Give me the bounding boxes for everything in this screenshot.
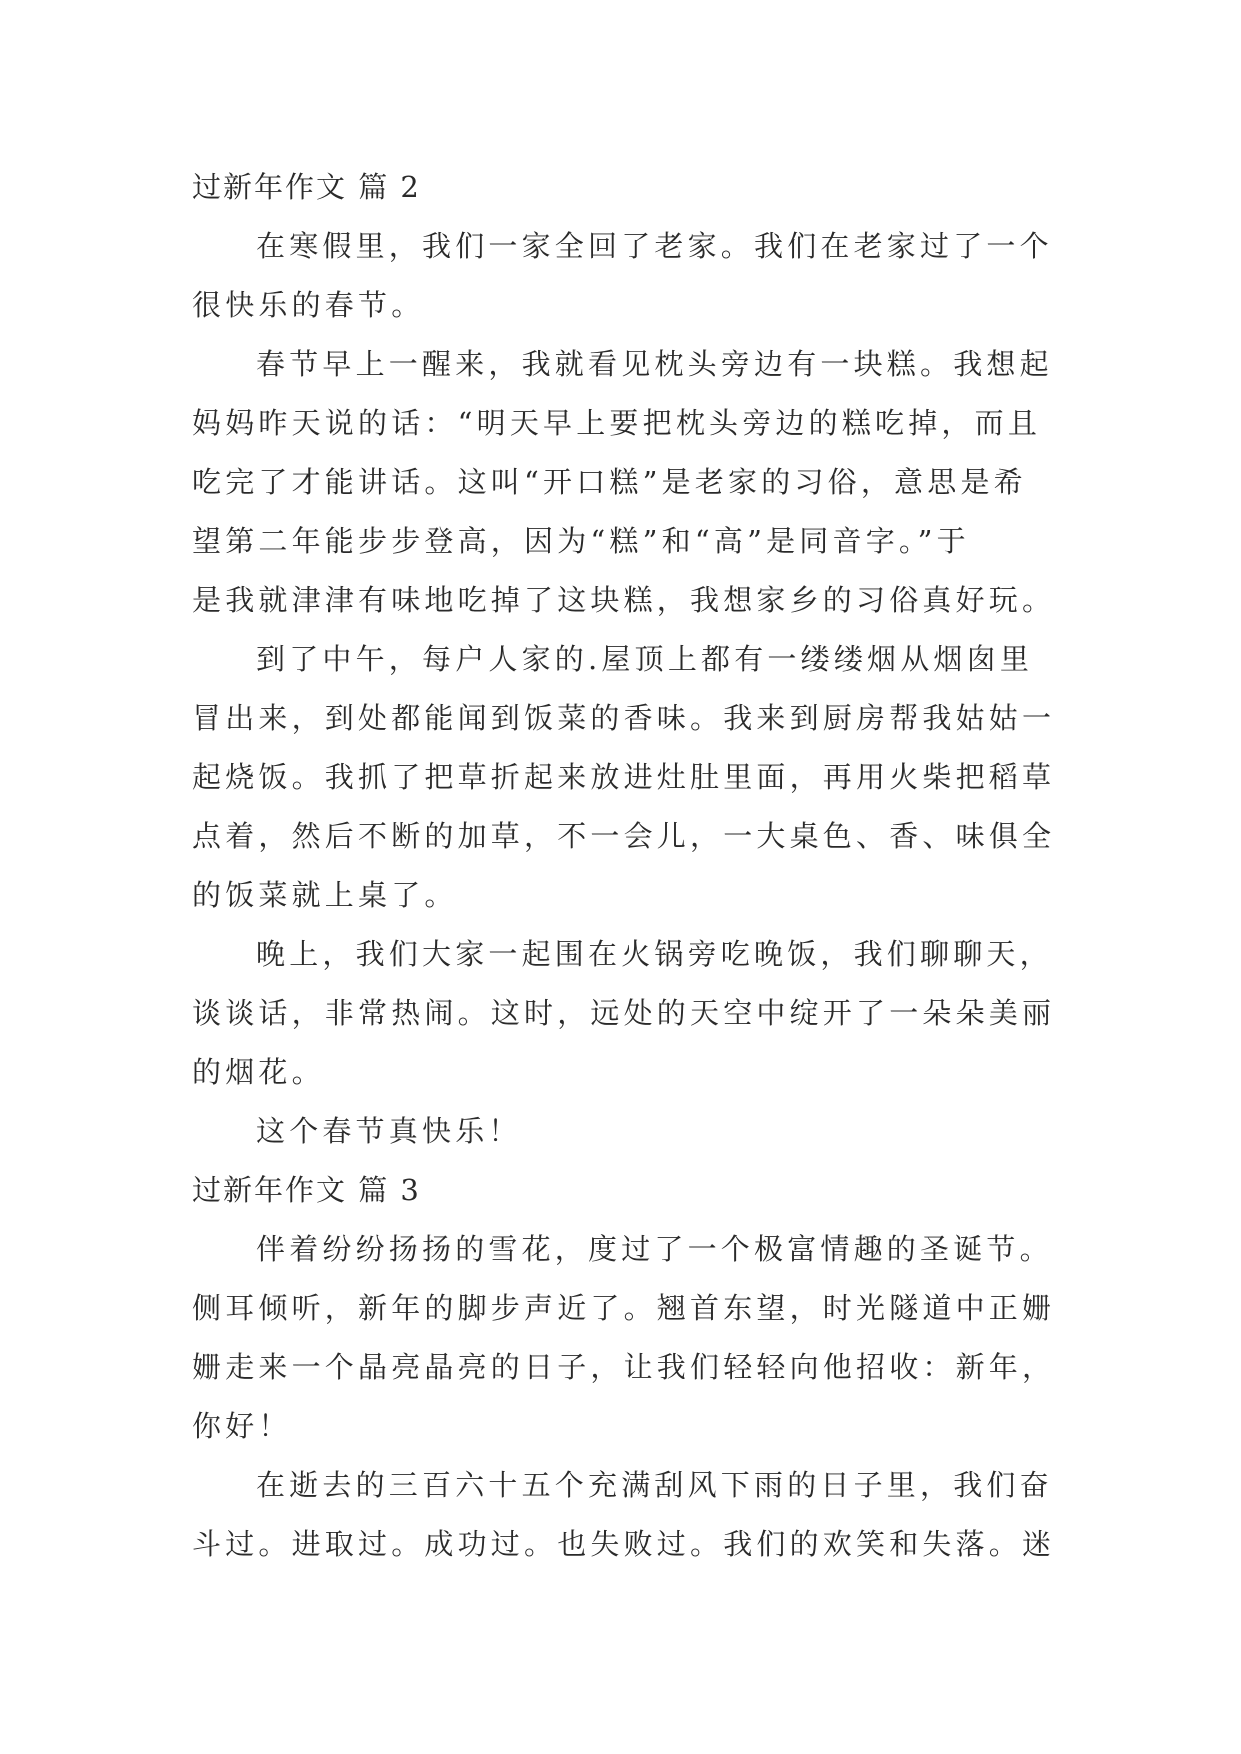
text-line: 点着，然后不断的加草，不一会儿，一大桌色、香、味俱全 xyxy=(192,819,1056,853)
text-line: 到了中午，每户人家的.屋顶上都有一缕缕烟从烟囱里 xyxy=(256,642,1034,676)
paragraph xyxy=(192,1220,1072,1456)
paragraph xyxy=(192,1456,1072,1574)
document-page xyxy=(192,158,1072,1574)
text-line: 冒出来，到处都能闻到饭菜的香味。我来到厨房帮我姑姑一 xyxy=(192,701,1056,735)
text-line: 起烧饭。我抓了把草折起来放进灶肚里面，再用火柴把稻草 xyxy=(192,760,1056,794)
text-line: 的饭菜就上桌了。 xyxy=(192,878,458,912)
text-line: 妈妈昨天说的话：“明天早上要把枕头旁边的糕吃掉，而且 xyxy=(192,406,1042,440)
text-line: 吃完了才能讲话。这叫“开口糕”是老家的习俗，意思是希 xyxy=(192,465,1027,499)
text-line: 在寒假里，我们一家全回了老家。我们在老家过了一个 xyxy=(256,229,1053,263)
text-line: 侧耳倾听，新年的脚步声近了。翘首东望，时光隧道中正姗 xyxy=(192,1291,1056,1325)
text-line: 姗走来一个晶亮晶亮的日子，让我们轻轻向他招收：新年， xyxy=(192,1350,1056,1384)
text-line: 这个春节真快乐！ xyxy=(256,1114,522,1148)
text-line: 在逝去的三百六十五个充满刮风下雨的日子里，我们奋 xyxy=(256,1468,1053,1502)
paragraph xyxy=(192,217,1072,335)
paragraph xyxy=(192,1102,1072,1161)
text-line: 很快乐的春节。 xyxy=(192,288,425,322)
section-heading: 过新年作文 篇 3 xyxy=(192,1173,421,1207)
text-line: 斗过。进取过。成功过。也失败过。我们的欢笑和失落。迷 xyxy=(192,1527,1056,1561)
paragraph xyxy=(192,925,1072,1102)
text-line: 伴着纷纷扬扬的雪花，度过了一个极富情趣的圣诞节。 xyxy=(256,1232,1053,1266)
text-line: 你好！ xyxy=(192,1409,292,1443)
text-line: 晚上，我们大家一起围在火锅旁吃晚饭，我们聊聊天， xyxy=(256,937,1053,971)
text-line: 望第二年能步步登高，因为“糕”和“高”是同音字。”于 xyxy=(192,524,970,558)
text-line: 的烟花。 xyxy=(192,1055,325,1089)
section-heading: 过新年作文 篇 2 xyxy=(192,170,421,204)
text-line: 谈谈话，非常热闹。这时，远处的天空中绽开了一朵朵美丽 xyxy=(192,996,1056,1030)
text-line: 是我就津津有味地吃掉了这块糕，我想家乡的习俗真好玩。 xyxy=(192,583,1056,617)
paragraph xyxy=(192,335,1072,630)
text-line: 春节早上一醒来，我就看见枕头旁边有一块糕。我想起 xyxy=(256,347,1053,381)
paragraph xyxy=(192,630,1072,925)
